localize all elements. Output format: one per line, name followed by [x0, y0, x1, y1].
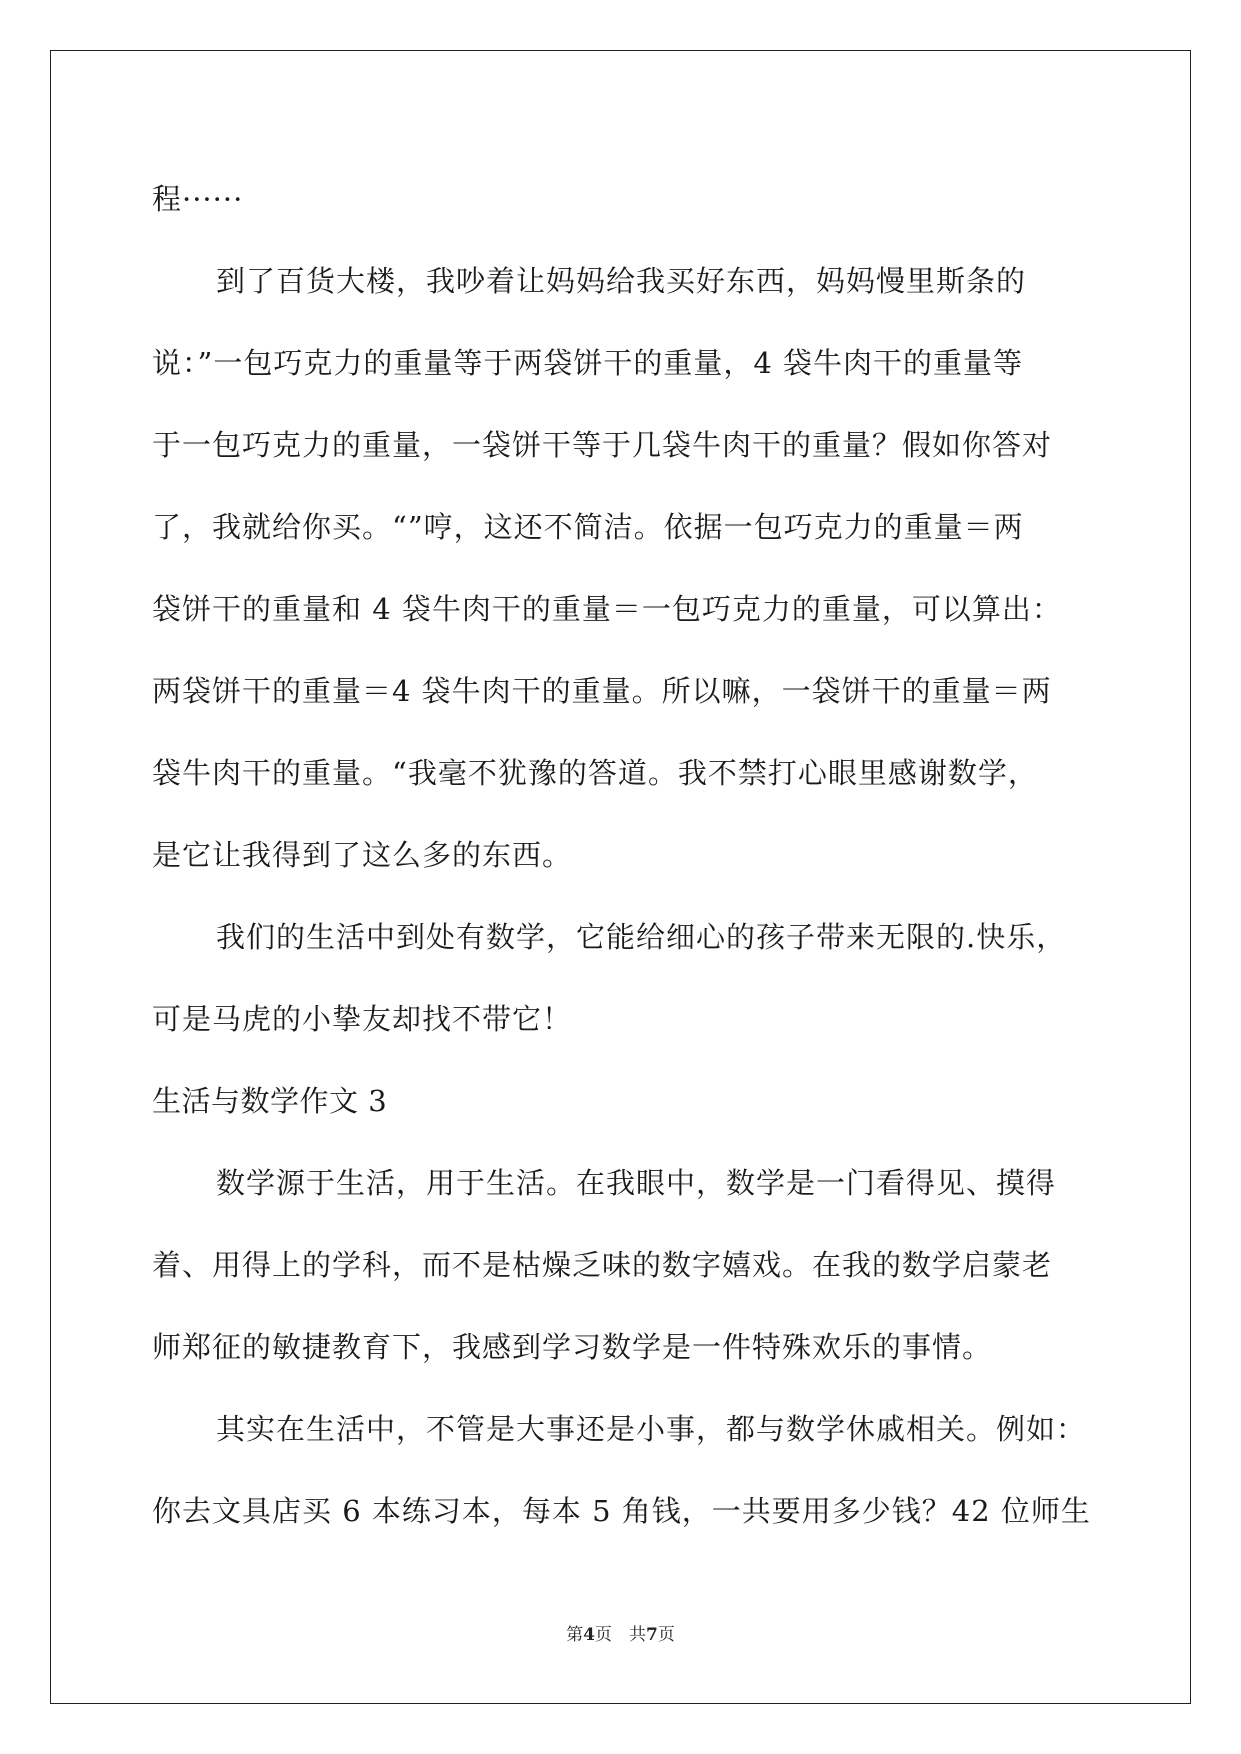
text-line: 可是马虎的小挚友却找不带它！: [152, 1002, 573, 1036]
text-line: 着、用得上的学科，而不是枯燥乏味的数字嬉戏。在我的数学启蒙老: [152, 1248, 1053, 1282]
text-line: 程······: [152, 182, 244, 216]
document-body: [152, 158, 1091, 1552]
text-line: 于一包巧克力的重量，一袋饼干等于几袋牛肉干的重量？假如你答对: [152, 428, 1053, 462]
text-line: 我们的生活中到处有数学，它能给细心的孩子带来无限的.快乐，: [216, 920, 1067, 954]
text-line: 袋牛肉干的重量。“我毫不犹豫的答道。我不禁打心眼里感谢数学，: [152, 756, 1038, 790]
text-line: 说：”一包巧克力的重量等于两袋饼干的重量，4 袋牛肉干的重量等: [152, 346, 1023, 380]
footer-prefix: 第: [566, 1625, 584, 1645]
text-line: 其实在生活中，不管是大事还是小事，都与数学休戚相关。例如：: [216, 1412, 1087, 1446]
text-line: 到了百货大楼，我吵着让妈妈给我买好东西，妈妈慢里斯条的: [216, 264, 1027, 298]
text-line: 数学源于生活，用于生活。在我眼中，数学是一门看得见、摸得: [216, 1166, 1057, 1200]
text-line: 了，我就给你买。“”哼，这还不简洁。依据一包巧克力的重量＝两: [152, 510, 1024, 544]
text-line: 师郑征的敏捷教育下，我感到学习数学是一件特殊欢乐的事情。: [152, 1330, 993, 1364]
page-footer: [0, 1620, 1241, 1645]
text-line: 你去文具店买 6 本练习本，每本 5 角钱，一共要用多少钱？42 位师生: [152, 1494, 1091, 1528]
text-line: 袋饼干的重量和 4 袋牛肉干的重量＝一包巧克力的重量，可以算出：: [152, 592, 1062, 626]
footer-mid: 页 共: [595, 1625, 646, 1645]
total-pages-number: 7: [646, 1625, 658, 1645]
current-page-number: 4: [583, 1625, 595, 1645]
text-line: 是它让我得到了这么多的东西。: [152, 838, 573, 872]
text-line: 两袋饼干的重量＝4 袋牛肉干的重量。所以嘛，一袋饼干的重量＝两: [152, 674, 1052, 708]
section-heading: 生活与数学作文 3: [152, 1084, 388, 1118]
footer-suffix: 页: [657, 1625, 675, 1645]
